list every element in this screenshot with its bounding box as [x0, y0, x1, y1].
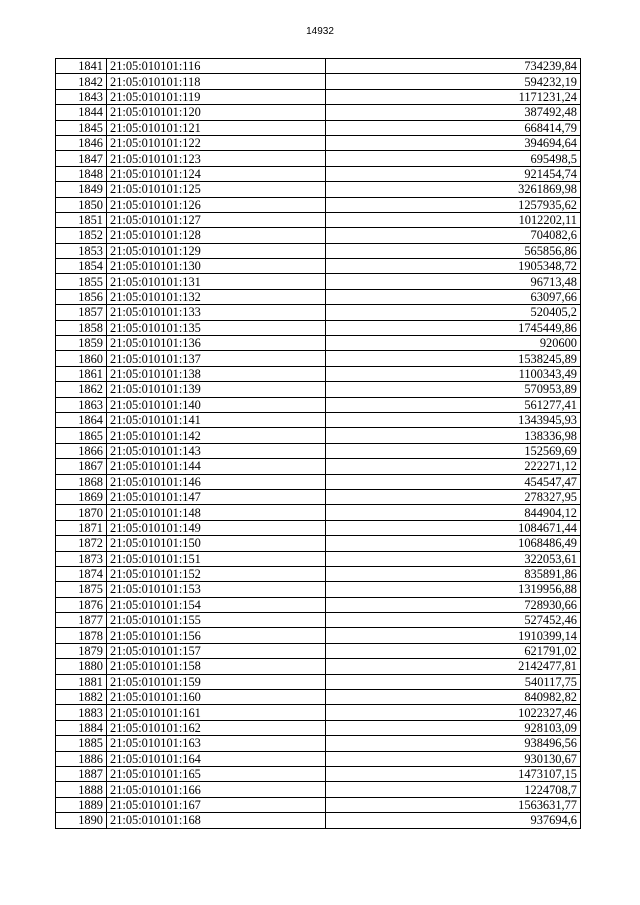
cadastral-value-cell: 1068486,49: [326, 536, 581, 551]
cadastral-number-cell: 21:05:010101:162: [107, 720, 326, 735]
cadastral-number-cell: 21:05:010101:122: [107, 135, 326, 150]
table-row: [56, 412, 581, 427]
row-number-cell: 1858: [56, 320, 107, 335]
cadastral-number-cell: 21:05:010101:161: [107, 705, 326, 720]
row-number-cell: 1848: [56, 166, 107, 181]
row-number-cell: 1879: [56, 643, 107, 658]
cadastral-number-cell: 21:05:010101:118: [107, 74, 326, 89]
table-row: [56, 89, 581, 104]
cadastral-value-cell: 96713,48: [326, 274, 581, 289]
row-number-cell: 1868: [56, 474, 107, 489]
table-row: [56, 351, 581, 366]
table-row: [56, 243, 581, 258]
cadastral-number-cell: 21:05:010101:153: [107, 582, 326, 597]
cadastral-number-cell: 21:05:010101:137: [107, 351, 326, 366]
cadastral-value-cell: 138336,98: [326, 428, 581, 443]
cadastral-number-cell: 21:05:010101:156: [107, 628, 326, 643]
cadastral-value-cell: 1343945,93: [326, 412, 581, 427]
cadastral-number-cell: 21:05:010101:124: [107, 166, 326, 181]
cadastral-value-cell: 938496,56: [326, 736, 581, 751]
cadastral-value-cell: 2142477,81: [326, 659, 581, 674]
cadastral-number-cell: 21:05:010101:120: [107, 105, 326, 120]
row-number-cell: 1870: [56, 505, 107, 520]
row-number-cell: 1889: [56, 797, 107, 812]
table-row: [56, 566, 581, 581]
table-row: [56, 166, 581, 181]
row-number-cell: 1880: [56, 659, 107, 674]
cadastral-number-cell: 21:05:010101:140: [107, 397, 326, 412]
row-number-cell: 1856: [56, 289, 107, 304]
table-row: [56, 628, 581, 643]
cadastral-number-cell: 21:05:010101:143: [107, 443, 326, 458]
table-row: [56, 813, 581, 828]
table-row: [56, 228, 581, 243]
row-number-cell: 1847: [56, 151, 107, 166]
cadastral-value-cell: 63097,66: [326, 289, 581, 304]
row-number-cell: 1872: [56, 536, 107, 551]
cadastral-number-cell: 21:05:010101:119: [107, 89, 326, 104]
cadastral-value-cell: 1224708,7: [326, 782, 581, 797]
cadastral-value-cell: 921454,74: [326, 166, 581, 181]
table-row: [56, 505, 581, 520]
cadastral-value-cell: 920600: [326, 336, 581, 351]
cadastral-value-cell: 222271,12: [326, 459, 581, 474]
cadastral-value-cell: 570953,89: [326, 382, 581, 397]
cadastral-number-cell: 21:05:010101:154: [107, 597, 326, 612]
table-row: [56, 474, 581, 489]
cadastral-value-cell: 704082,6: [326, 228, 581, 243]
table-row: [56, 751, 581, 766]
cadastral-number-cell: 21:05:010101:157: [107, 643, 326, 658]
row-number-cell: 1882: [56, 690, 107, 705]
row-number-cell: 1886: [56, 751, 107, 766]
row-number-cell: 1842: [56, 74, 107, 89]
cadastral-number-cell: 21:05:010101:144: [107, 459, 326, 474]
cadastral-number-cell: 21:05:010101:127: [107, 212, 326, 227]
row-number-cell: 1853: [56, 243, 107, 258]
cadastral-value-cell: 1257935,62: [326, 197, 581, 212]
cadastral-number-cell: 21:05:010101:152: [107, 566, 326, 581]
cadastral-number-cell: 21:05:010101:146: [107, 474, 326, 489]
cadastral-value-cell: 734239,84: [326, 59, 581, 74]
cadastral-number-cell: 21:05:010101:131: [107, 274, 326, 289]
table-row: [56, 197, 581, 212]
page-number: 14932: [306, 26, 334, 37]
cadastral-value-cell: 1745449,86: [326, 320, 581, 335]
table-row: [56, 151, 581, 166]
cadastral-value-cell: 527452,46: [326, 613, 581, 628]
cadastral-value-cell: 540117,75: [326, 674, 581, 689]
cadastral-number-cell: 21:05:010101:116: [107, 59, 326, 74]
cadastral-number-cell: 21:05:010101:149: [107, 520, 326, 535]
cadastral-number-cell: 21:05:010101:139: [107, 382, 326, 397]
cadastral-number-cell: 21:05:010101:151: [107, 551, 326, 566]
table-row: [56, 551, 581, 566]
row-number-cell: 1860: [56, 351, 107, 366]
table-row: [56, 59, 581, 74]
cadastral-number-cell: 21:05:010101:160: [107, 690, 326, 705]
row-number-cell: 1861: [56, 366, 107, 381]
row-number-cell: 1875: [56, 582, 107, 597]
cadastral-number-cell: 21:05:010101:163: [107, 736, 326, 751]
cadastral-number-cell: 21:05:010101:130: [107, 259, 326, 274]
cadastral-number-cell: 21:05:010101:126: [107, 197, 326, 212]
table-row: [56, 336, 581, 351]
cadastral-number-cell: 21:05:010101:167: [107, 797, 326, 812]
row-number-cell: 1845: [56, 120, 107, 135]
cadastral-value-cell: 840982,82: [326, 690, 581, 705]
table-row: [56, 105, 581, 120]
table-row: [56, 289, 581, 304]
table-row: [56, 459, 581, 474]
table-body: [56, 59, 581, 829]
row-number-cell: 1857: [56, 305, 107, 320]
table-row: [56, 135, 581, 150]
cadastral-value-cell: 1012202,11: [326, 212, 581, 227]
cadastral-value-cell: 928103,09: [326, 720, 581, 735]
cadastral-value-cell: 1910399,14: [326, 628, 581, 643]
table-row: [56, 582, 581, 597]
table-row: [56, 690, 581, 705]
row-number-cell: 1854: [56, 259, 107, 274]
cadastral-number-cell: 21:05:010101:150: [107, 536, 326, 551]
row-number-cell: 1885: [56, 736, 107, 751]
row-number-cell: 1863: [56, 397, 107, 412]
cadastral-number-cell: 21:05:010101:166: [107, 782, 326, 797]
cadastral-value-cell: 728930,66: [326, 597, 581, 612]
cadastral-number-cell: 21:05:010101:123: [107, 151, 326, 166]
table-row: [56, 520, 581, 535]
table-row: [56, 766, 581, 781]
cadastral-value-cell: 387492,48: [326, 105, 581, 120]
table-row: [56, 382, 581, 397]
table-row: [56, 597, 581, 612]
table-row: [56, 536, 581, 551]
cadastral-value-cell: 594232,19: [326, 74, 581, 89]
row-number-cell: 1850: [56, 197, 107, 212]
cadastral-value-cell: 1100343,49: [326, 366, 581, 381]
row-number-cell: 1888: [56, 782, 107, 797]
table-row: [56, 305, 581, 320]
cadastral-value-cell: 930130,67: [326, 751, 581, 766]
row-number-cell: 1844: [56, 105, 107, 120]
table-row: [56, 797, 581, 812]
row-number-cell: 1874: [56, 566, 107, 581]
cadastral-value-cell: 1319956,88: [326, 582, 581, 597]
cadastral-number-cell: 21:05:010101:158: [107, 659, 326, 674]
cadastral-value-cell: 1563631,77: [326, 797, 581, 812]
cadastral-value-cell: 278327,95: [326, 489, 581, 504]
cadastral-value-cell: 454547,47: [326, 474, 581, 489]
row-number-cell: 1871: [56, 520, 107, 535]
row-number-cell: 1866: [56, 443, 107, 458]
table-row: [56, 366, 581, 381]
row-number-cell: 1876: [56, 597, 107, 612]
cadastral-number-cell: 21:05:010101:135: [107, 320, 326, 335]
table-row: [56, 613, 581, 628]
cadastral-value-cell: 520405,2: [326, 305, 581, 320]
table-row: [56, 489, 581, 504]
row-number-cell: 1887: [56, 766, 107, 781]
table-row: [56, 643, 581, 658]
cadastral-value-cell: 565856,86: [326, 243, 581, 258]
cadastral-number-cell: 21:05:010101:133: [107, 305, 326, 320]
row-number-cell: 1855: [56, 274, 107, 289]
table-row: [56, 397, 581, 412]
table-row: [56, 659, 581, 674]
row-number-cell: 1877: [56, 613, 107, 628]
cadastral-number-cell: 21:05:010101:132: [107, 289, 326, 304]
row-number-cell: 1862: [56, 382, 107, 397]
cadastral-value-cell: 844904,12: [326, 505, 581, 520]
row-number-cell: 1869: [56, 489, 107, 504]
cadastral-number-cell: 21:05:010101:147: [107, 489, 326, 504]
row-number-cell: 1859: [56, 336, 107, 351]
cadastral-value-cell: 695498,5: [326, 151, 581, 166]
cadastral-number-cell: 21:05:010101:155: [107, 613, 326, 628]
cadastral-number-cell: 21:05:010101:138: [107, 366, 326, 381]
row-number-cell: 1873: [56, 551, 107, 566]
row-number-cell: 1865: [56, 428, 107, 443]
cadastral-number-cell: 21:05:010101:136: [107, 336, 326, 351]
cadastral-number-cell: 21:05:010101:168: [107, 813, 326, 828]
table-row: [56, 428, 581, 443]
cadastral-value-cell: 394694,64: [326, 135, 581, 150]
row-number-cell: 1884: [56, 720, 107, 735]
cadastral-value-cell: 3261869,98: [326, 182, 581, 197]
table-row: [56, 736, 581, 751]
row-number-cell: 1864: [56, 412, 107, 427]
cadastral-value-cell: 668414,79: [326, 120, 581, 135]
row-number-cell: 1841: [56, 59, 107, 74]
cadastral-number-cell: 21:05:010101:148: [107, 505, 326, 520]
cadastral-value-cell: 1171231,24: [326, 89, 581, 104]
cadastral-value-cell: 322053,61: [326, 551, 581, 566]
cadastral-value-cell: 1905348,72: [326, 259, 581, 274]
row-number-cell: 1890: [56, 813, 107, 828]
row-number-cell: 1846: [56, 135, 107, 150]
table-row: [56, 182, 581, 197]
cadastral-number-cell: 21:05:010101:142: [107, 428, 326, 443]
cadastral-value-cell: 1538245,89: [326, 351, 581, 366]
cadastral-value-cell: 621791,02: [326, 643, 581, 658]
cadastral-number-cell: 21:05:010101:141: [107, 412, 326, 427]
row-number-cell: 1849: [56, 182, 107, 197]
table-row: [56, 674, 581, 689]
cadastral-number-cell: 21:05:010101:125: [107, 182, 326, 197]
cadastral-value-cell: 1473107,15: [326, 766, 581, 781]
row-number-cell: 1843: [56, 89, 107, 104]
table-row: [56, 320, 581, 335]
cadastral-value-cell: 937694,6: [326, 813, 581, 828]
table-row: [56, 443, 581, 458]
row-number-cell: 1851: [56, 212, 107, 227]
cadastral-number-cell: 21:05:010101:121: [107, 120, 326, 135]
row-number-cell: 1883: [56, 705, 107, 720]
cadastral-number-cell: 21:05:010101:128: [107, 228, 326, 243]
cadastral-value-cell: 1022327,46: [326, 705, 581, 720]
table-row: [56, 274, 581, 289]
cadastral-number-cell: 21:05:010101:159: [107, 674, 326, 689]
cadastral-value-cell: 152569,69: [326, 443, 581, 458]
row-number-cell: 1852: [56, 228, 107, 243]
table-row: [56, 259, 581, 274]
table-row: [56, 212, 581, 227]
table-row: [56, 74, 581, 89]
table-row: [56, 120, 581, 135]
row-number-cell: 1881: [56, 674, 107, 689]
table-row: [56, 782, 581, 797]
cadastral-value-cell: 561277,41: [326, 397, 581, 412]
cadastral-number-cell: 21:05:010101:129: [107, 243, 326, 258]
cadastral-value-cell: 1084671,44: [326, 520, 581, 535]
cadastral-value-table: [55, 58, 581, 829]
cadastral-number-cell: 21:05:010101:164: [107, 751, 326, 766]
cadastral-number-cell: 21:05:010101:165: [107, 766, 326, 781]
table-row: [56, 720, 581, 735]
row-number-cell: 1867: [56, 459, 107, 474]
table-row: [56, 705, 581, 720]
cadastral-value-cell: 835891,86: [326, 566, 581, 581]
row-number-cell: 1878: [56, 628, 107, 643]
